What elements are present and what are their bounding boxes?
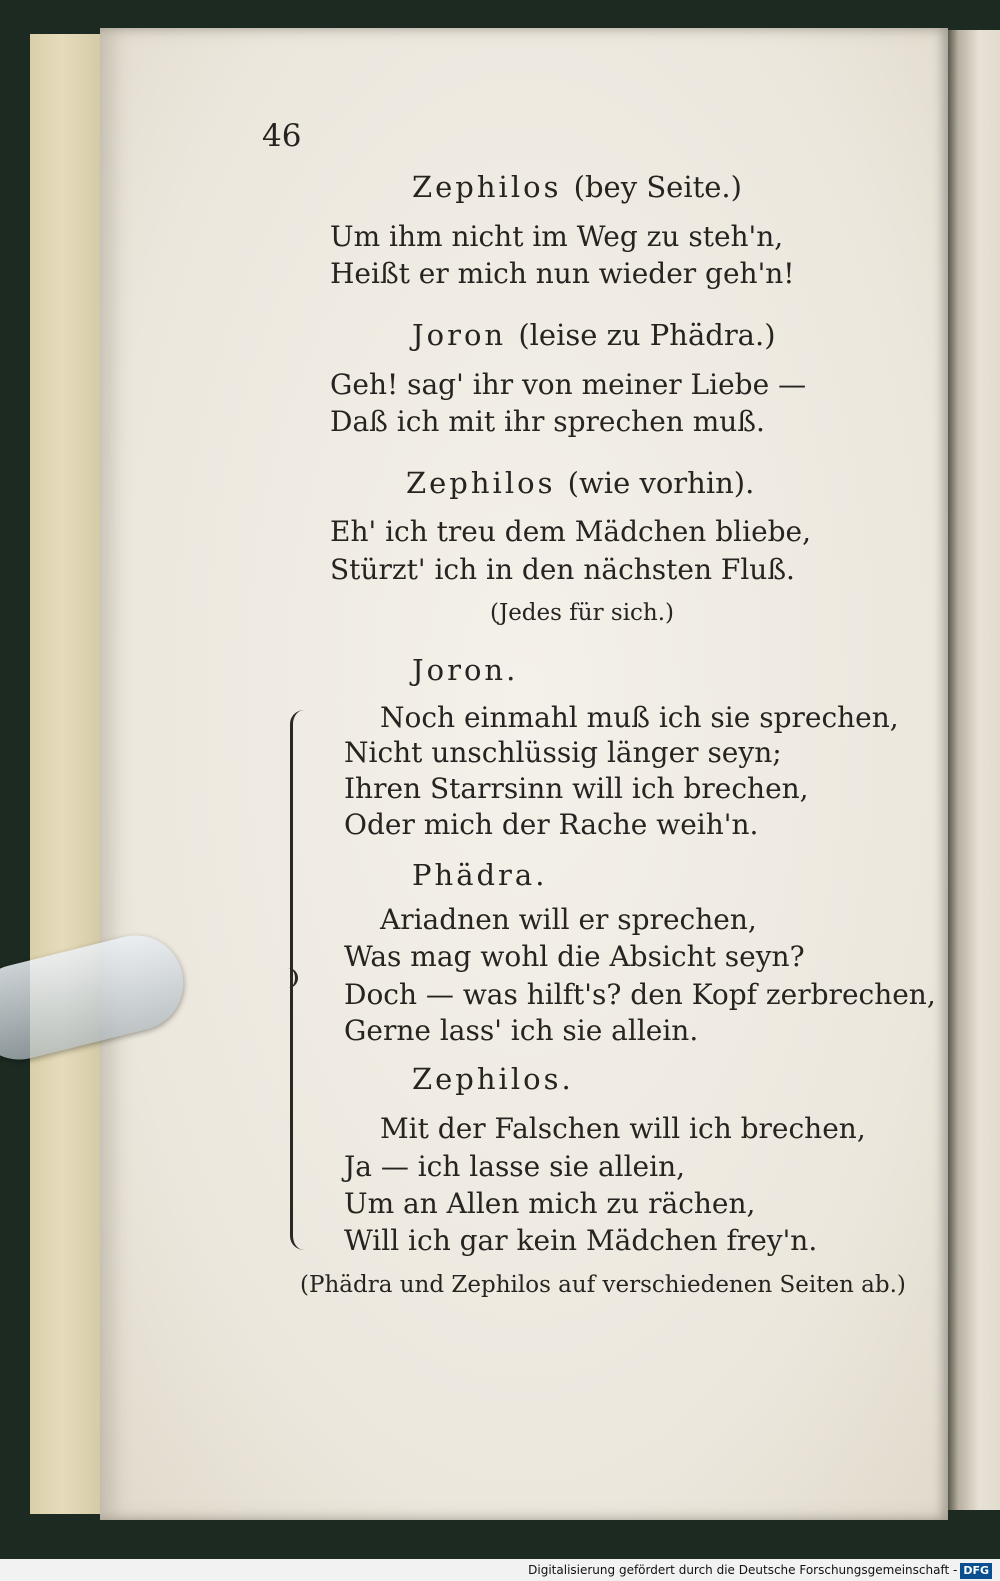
speaker-zephilos-1: Zephilos (bey Seite.) <box>412 170 742 204</box>
verse-line: Gerne lass' ich sie allein. <box>344 1014 699 1047</box>
verse-line: Ariadnen will er sprechen, <box>380 903 757 936</box>
verse-line: Nicht unschlüssig länger seyn; <box>344 736 782 769</box>
verse-line: Um ihm nicht im Weg zu steh'n, <box>330 220 784 253</box>
book-page-edges <box>30 34 110 1514</box>
speaker-phaedra: Phädra. <box>412 858 548 892</box>
verse-line: Was mag wohl die Absicht seyn? <box>344 940 805 973</box>
speaker-zephilos-2: Zephilos (wie vorhin). <box>406 466 755 500</box>
verse-line: Ihren Starrsinn will ich brechen, <box>344 772 809 805</box>
stage-direction-exit: (Phädra und Zephilos auf verschiedenen Seiten ab.) <box>300 1272 906 1298</box>
verse-line: Oder mich der Rache weih'n. <box>344 808 759 841</box>
digitization-footer <box>0 1559 1000 1581</box>
speaker-joron-1: Joron (leise zu Phädra.) <box>412 318 776 352</box>
verse-line: Eh' ich treu dem Mädchen bliebe, <box>330 515 812 548</box>
dfg-logo: DFG <box>960 1563 992 1579</box>
speaker-zephilos-3: Zephilos. <box>412 1062 574 1096</box>
verse-line: Mit der Falschen will ich brechen, <box>380 1112 866 1145</box>
verse-line: Noch einmahl muß ich sie sprechen, <box>380 701 899 734</box>
verse-line: Will ich gar kein Mädchen frey'n. <box>344 1224 818 1257</box>
verse-line: Stürzt' ich in den nächsten Fluß. <box>330 553 795 586</box>
footer-text: Digitalisierung gefördert durch die Deutsche Forschungsgemeinschaft - <box>528 1563 958 1577</box>
verse-line: Daß ich mit ihr sprechen muß. <box>330 405 765 438</box>
verse-line: Heißt er mich nun wieder geh'n! <box>330 257 795 290</box>
verse-line: Ja — ich lasse sie allein, <box>344 1150 686 1183</box>
verse-line: Um an Allen mich zu rächen, <box>344 1187 756 1220</box>
speaker-joron-2: Joron. <box>412 653 519 687</box>
stage-direction: (Jedes für sich.) <box>490 600 675 626</box>
page-number: 46 <box>262 118 302 154</box>
verse-line: Geh! sag' ihr von meiner Liebe — <box>330 368 807 401</box>
verse-line: Doch — was hilft's? den Kopf zerbrechen, <box>344 978 936 1011</box>
facing-page-edge <box>948 30 1000 1510</box>
